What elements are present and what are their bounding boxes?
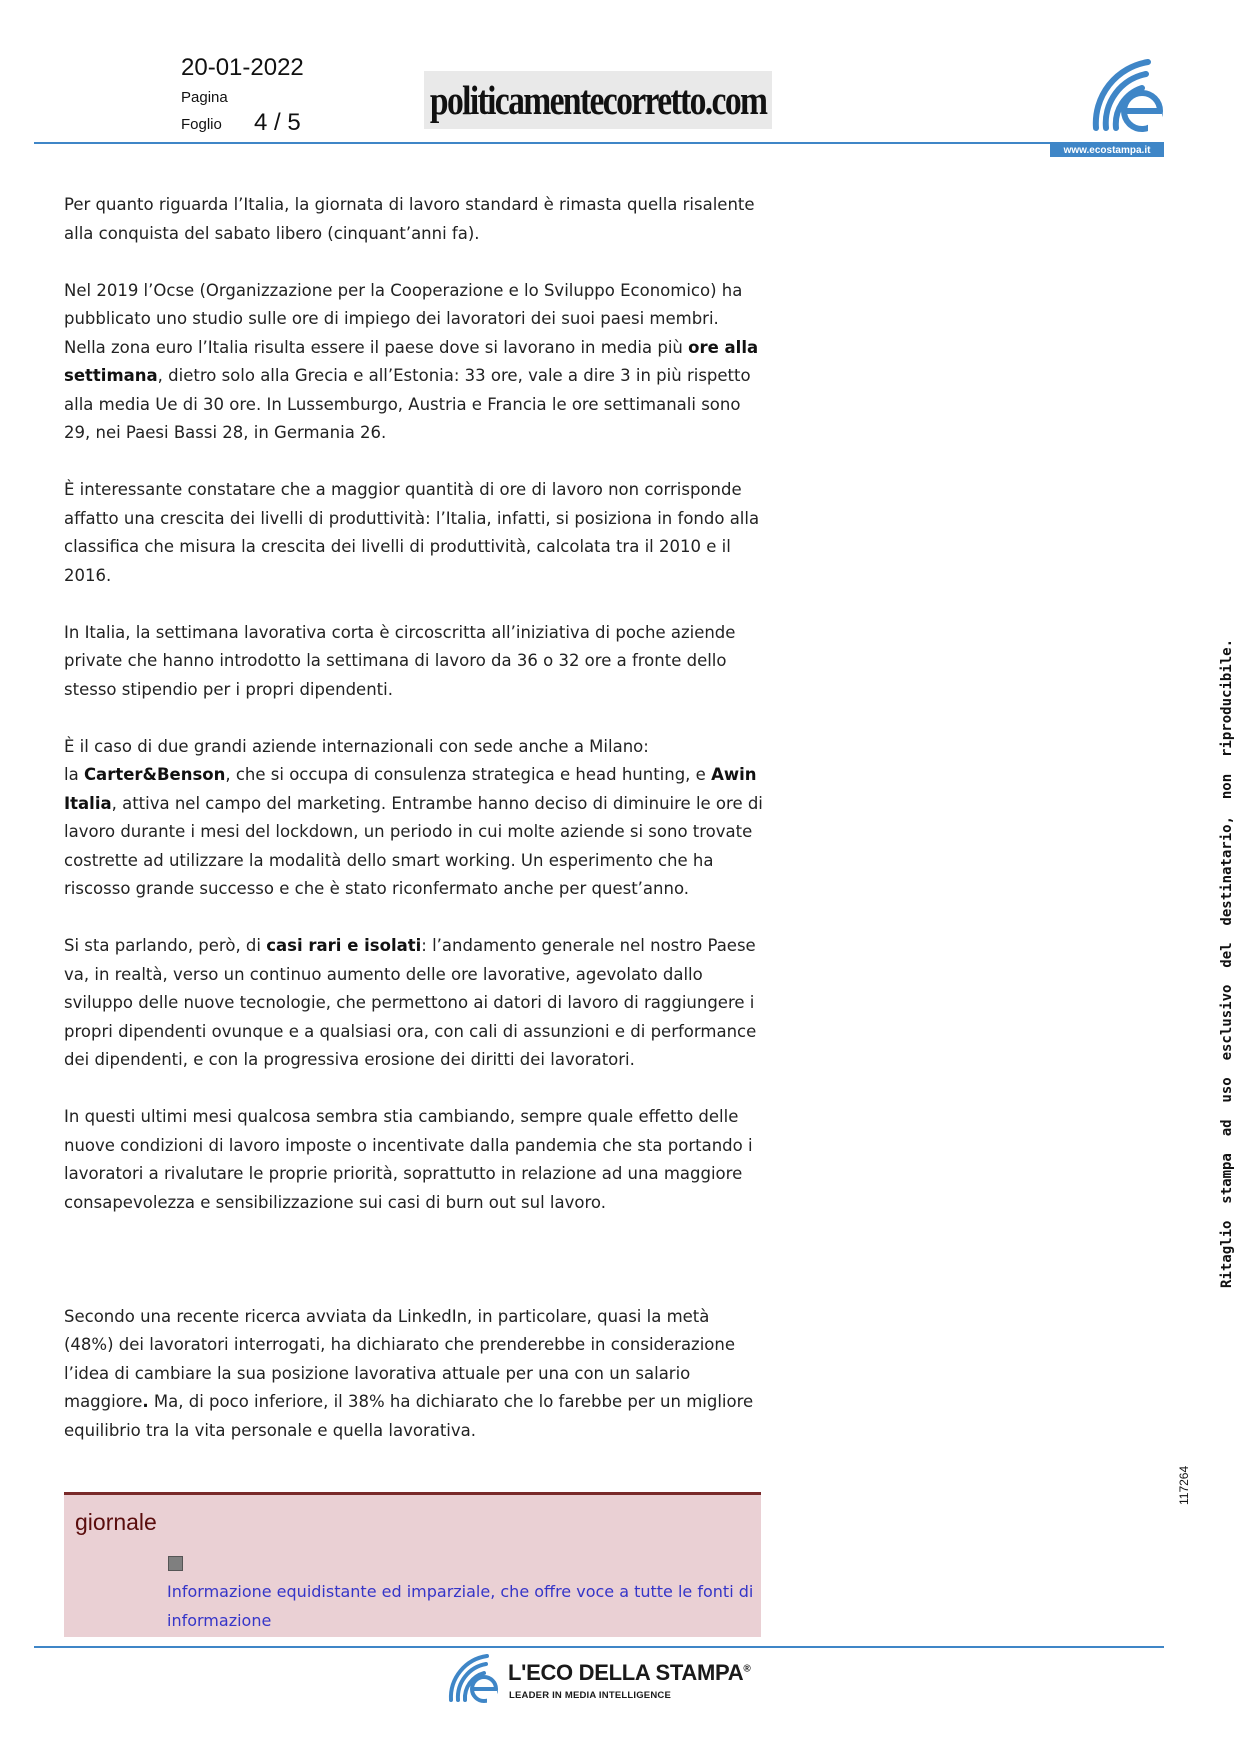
text-run: In questi ultimi mesi qualcosa sembra stia cambiando, sempre quale effetto delle nuove condizioni di lavoro imposte o incentivate dalla pandemia che sta portando i lavoratori a rivalutare le proprie priorità, soprattutto in relazione ad una maggiore consapevolezza e sensibilizzazione sui casi di burn out sul lavoro. bbox=[64, 1107, 753, 1212]
text-run: Nel 2019 l’Ocse (Organizzazione per la Cooperazione e lo Sviluppo Economico) ha pubblicato uno studio sulle ore di impiego dei lavoratori dei suoi paesi membri. Nella zona euro l’Italia risulta essere il paese dove si lavorano in media più bbox=[64, 280, 743, 357]
text-run: , attiva nel campo del marketing. Entrambe hanno deciso di diminuire le ore di lavoro durante i mesi del lockdown, un periodo in cui molte aziende si sono trovate costrette ad utilizzare la modalità dello smart working. Un esperimento che ha riscosso grande successo e che è stato riconfermato anche per quest’anno. bbox=[64, 793, 763, 898]
text-run: In Italia, la settimana lavorativa corta è circoscritta all’iniziativa di poche aziende private che hanno introdotto la settimana di lavoro da 36 o 32 ore a fronte dello stesso stipendio per i propri dipendenti. bbox=[64, 622, 736, 699]
masthead-text: politicamentecorretto.com bbox=[429, 77, 767, 123]
footer-tagline: LEADER IN MEDIA INTELLIGENCE bbox=[509, 1690, 672, 1701]
source-link[interactable]: Informazione equidistante ed imparziale, che offre voce a tutte le fonti di informazione bbox=[167, 1582, 754, 1630]
text-run: Ma, di poco inferiore, il 38% ha dichiarato che lo farebbe per un migliore equilibrio tra la vita personale e quella lavorativa. bbox=[64, 1392, 754, 1440]
ecostampa-logo-icon bbox=[1090, 56, 1164, 134]
article-paragraph bbox=[64, 277, 764, 448]
header-rule bbox=[34, 142, 1164, 144]
source-box-title: giornale bbox=[75, 1509, 157, 1535]
copyright-notice: Ritaglio stampa ad uso esclusivo del destinatario, non riproducibile. bbox=[1219, 638, 1235, 1288]
registered-mark: ® bbox=[743, 1663, 751, 1675]
bold-phrase: Carter&Benson bbox=[83, 765, 226, 784]
paragraph-gap bbox=[64, 1246, 764, 1303]
text-run: la bbox=[64, 765, 84, 784]
text-run: , dietro solo alla Grecia e all’Estonia: 33 ore, vale a dire 3 in più rispetto alla media Ue di 30 ore. In Lussemburgo, Austria e Francia le ore settimanali sono 29, nei Paesi Bassi 28, in Germania 26. bbox=[64, 366, 751, 442]
article-paragraph bbox=[64, 476, 764, 590]
link-icon[interactable] bbox=[168, 1556, 183, 1571]
text-run: : l’andamento generale nel nostro Paese va, in realtà, verso un continuo aumento delle ore lavorative, agevolato dallo sviluppo delle nuove tecnologie, che permettono ai datori di lavoro di raggiungere i propri dipendenti ovunque e a qualsiasi ora, con cali di assunzioni e di performance dei dipendenti, e con la progressiva erosione dei diritti dei lavoratori. bbox=[64, 936, 757, 1069]
foglio-label: Foglio bbox=[181, 116, 222, 133]
footer-brand bbox=[508, 1660, 750, 1686]
text-run: Secondo una recente ricerca avviata da LinkedIn, in particolare, quasi la metà (48%) dei lavoratori interrogati, ha dichiarato che prenderebbe in considerazione l’idea di cambiare la sua posizione lavorativa attuale per una con un salario maggiore bbox=[64, 1306, 736, 1411]
article-body bbox=[64, 191, 764, 1474]
article-paragraph bbox=[64, 619, 764, 705]
text-run: Per quanto riguarda l’Italia, la giornata di lavoro standard è rimasta quella risalente alla conquista del sabato libero (cinquant’anni fa). bbox=[64, 195, 755, 243]
article-paragraph bbox=[64, 191, 764, 248]
site-url-tag: www.ecostampa.it bbox=[1050, 144, 1164, 157]
bold-phrase: casi rari e isolati bbox=[266, 936, 422, 955]
newspaper-masthead bbox=[424, 71, 772, 129]
text-run: , che si occupa di consulenza strategica e head hunting, e bbox=[225, 765, 712, 784]
article-paragraph bbox=[64, 1103, 764, 1217]
text-run: È interessante constatare che a maggior quantità di ore di lavoro non corrisponde affatto una crescita dei livelli di produttività: l’Italia, infatti, si posiziona in fondo alla classifica che misura la crescita dei livelli di produttività, calcolata tra il 2010 e il 2016. bbox=[64, 480, 760, 585]
text-run: È il caso di due grandi aziende internazionali con sede anche a Milano: bbox=[64, 736, 649, 756]
foglio-value: 4 / 5 bbox=[254, 109, 301, 136]
text-run: Si sta parlando, però, di bbox=[64, 936, 267, 955]
pagina-label: Pagina bbox=[181, 89, 228, 106]
clipping-code: 117264 bbox=[1177, 1465, 1191, 1505]
article-paragraph bbox=[64, 733, 764, 904]
bold-phrase: . bbox=[142, 1392, 149, 1411]
bold-phrase: ore alla settimana bbox=[64, 337, 759, 385]
article-paragraph bbox=[64, 932, 764, 1075]
footer-brand-text: L'ECO DELLA STAMPA bbox=[508, 1660, 744, 1685]
source-box bbox=[64, 1492, 761, 1637]
article-paragraph bbox=[64, 1303, 764, 1446]
clipping-date: 20-01-2022 bbox=[181, 54, 304, 81]
bold-phrase: Awin Italia bbox=[64, 765, 757, 813]
footer-rule bbox=[34, 1646, 1164, 1648]
